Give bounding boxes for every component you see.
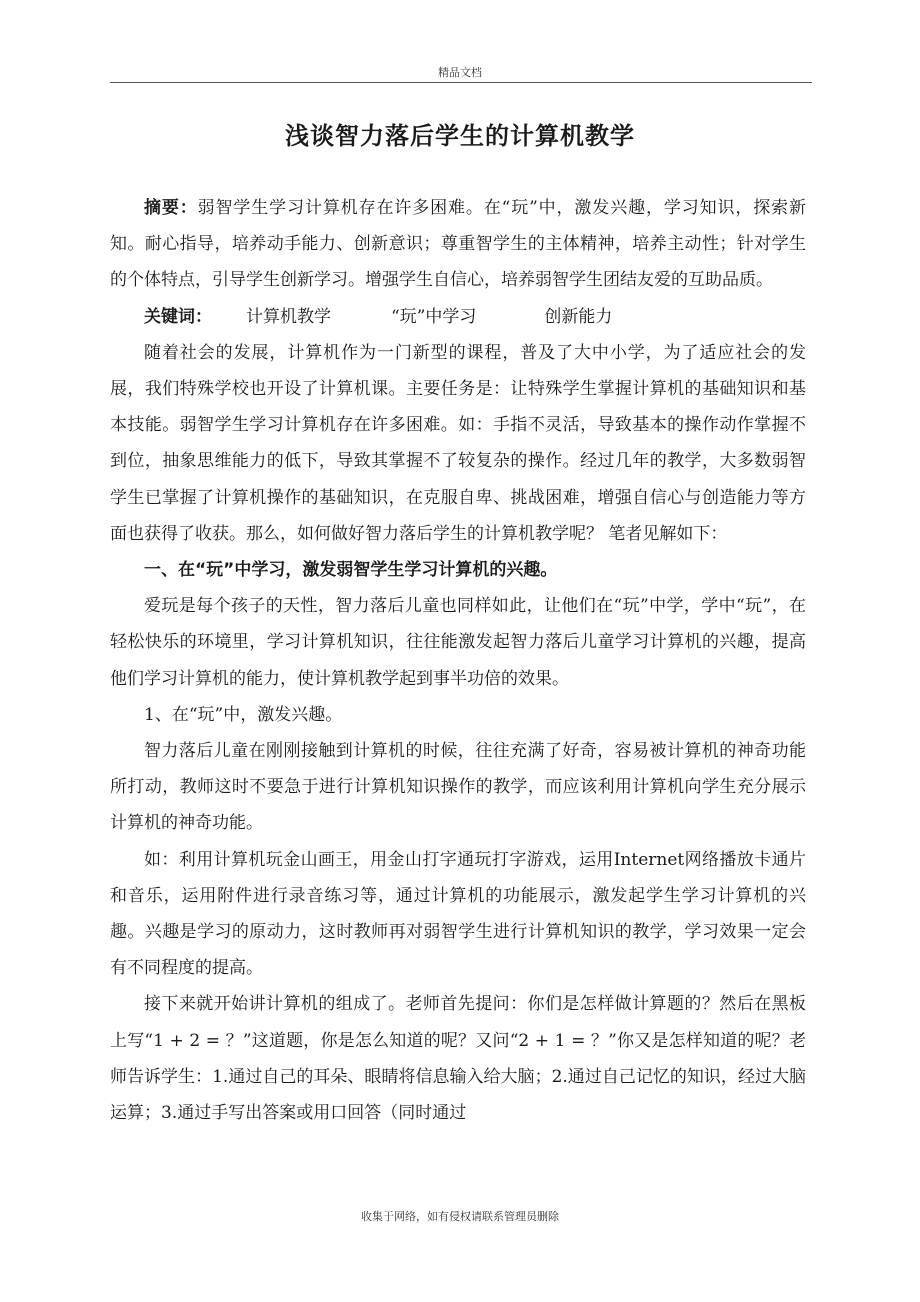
abstract-paragraph [110,190,806,299]
header-divider [110,82,812,83]
document-body [110,190,806,1131]
abstract-text: 弱智学生学习计算机存在许多困难。在“玩”中，激发兴趣，学习知识，探索新知。耐心指导，培养动手能力、创新意识；尊重智学生的主体精神，培养主动性；针对学生的个体特点，引导学生创新学习。增强学生自信心，培养弱智学生团结友爱的互助品质。 [110,198,807,291]
document-title: 浅谈智力落后学生的计算机教学 [285,122,635,150]
body-paragraph: 爱玩是每个孩子的天性，智力落后儿童也同样如此，让他们在“玩”中学，学中“玩”，在轻松快乐的环境里，学习计算机知识，往往能激发起智力落后儿童学习计算机的兴趣，提高他们学习计算机的能力，使计算机教学起到事半功倍的效果。 [110,596,806,689]
header-label: 精品文档 [438,66,482,79]
intro-paragraph: 随着社会的发展，计算机作为一门新型的课程，普及了大中小学，为了适应社会的发展，我们特殊学校也开设了计算机课。主要任务是：让特殊学生掌握计算机的基础知识和基本技能。弱智学生学习计算机存在许多困难。如：手指不灵活，导致基本的操作动作掌握不到位，抽象思维能力的低下，导致其掌握不了较复杂的操作。经过几年的教学，大多数弱智学生已掌握了计算机操作的基础知识，在克服自卑、挑战困难，增强自信心与创造能力等方面也获得了收获。那么，如何做好智力落后学生的计算机教学呢？ 笔者见解如下： [110,342,806,544]
body-paragraph: 智力落后儿童在刚刚接触到计算机的时候，往往充满了好奇，容易被计算机的神奇功能所打动，教师这时不要急于进行计算机知识操作的教学，而应该利用计算机向学生充分展示计算机的神奇功能。 [110,741,806,834]
keyword-item: 创新能力 [544,306,613,327]
body-paragraph: 如：利用计算机玩金山画王，用金山打字通玩打字游戏，运用Internet网络播放卡通片和音乐，运用附件进行录音练习等，通过计算机的功能展示，激发起学生学习计算机的兴趣。兴趣是学习的原动力，这时教师再对弱智学生进行计算机知识的教学，学习效果一定会有不同程度的提高。 [110,849,806,979]
keyword-item: 计算机教学 [246,306,331,327]
keywords-label: 关键词： [144,306,212,327]
footer-note: 收集于网络，如有侵权请联系管理员删除 [361,1210,559,1223]
abstract-label: 摘要： [144,198,198,218]
body-paragraph: 接下来就开始讲计算机的组成了。老师首先提问：你们是怎样做计算题的？然后在黑板上写“1 + 2 = ？”这道题，你是怎么知道的呢？又问“2 + 1 = ？”你又是怎样知道的呢？老师告诉学生：1.通过自己的耳朵、眼睛将信息输入给大脑；2.通过自己记忆的知识，经过大脑运算；3.通过手写出答案或用口回答（同时通过 [110,994,806,1124]
keyword-item: “玩”中学习 [391,306,477,327]
keywords-paragraph [110,299,806,335]
section-heading: 一、在“玩”中学习，激发弱智学生学习计算机的兴趣。 [144,560,558,581]
subsection-heading: 1、在“玩”中，激发兴趣。 [144,704,343,725]
